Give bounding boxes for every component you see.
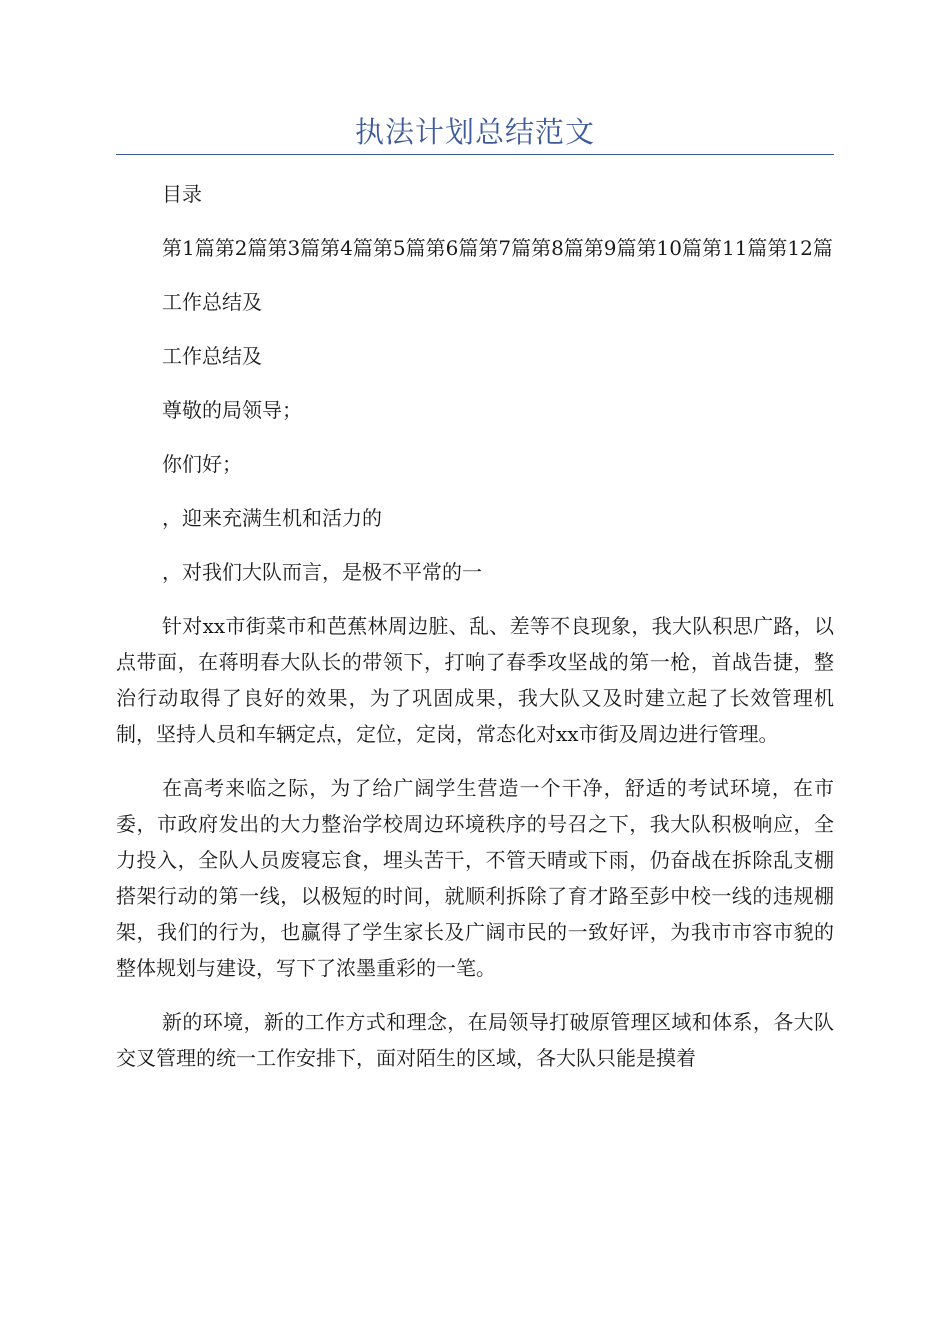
paragraph-salutation: 尊敬的局领导； [162,398,302,422]
paragraph-toc-heading: 目录 [162,182,202,206]
document-title: 执法计划总结范文 [354,115,595,149]
paragraph-toc-list: 第1篇第2篇第3篇第4篇第5篇第6篇第7篇第8篇第9篇第10篇第11篇第12篇 [162,236,833,260]
document-body [116,176,834,1076]
paragraph-intro-1: ，迎来充满生机和活力的 [162,506,382,530]
paragraph-intro-2: ，对我们大队而言，是极不平常的一 [162,560,482,584]
paragraph-subtitle-1: 工作总结及 [162,290,262,314]
paragraph-greeting: 你们好； [162,452,242,476]
paragraph-subtitle-2: 工作总结及 [162,344,262,368]
title-underline [116,154,834,155]
paragraph-body-2: 在高考来临之际，为了给广阔学生营造一个干净，舒适的考试环境，在市委，市政府发出的大力整治学校周边环境秩序的号召之下，我大队积极响应，全力投入，全队人员废寝忘食，埋头苦干，不管天晴或下雨，仍奋战在拆除乱支棚搭架行动的第一线，以极短的时间，就顺利拆除了育才路至彭中校一线的违规棚架，我们的行为，也赢得了学生家长及广阔市民的一致好评，为我市市容市貌的整体规划与建设，写下了浓墨重彩的一笔。 [116,776,834,980]
paragraph-body-1: 针对xx市街菜市和芭蕉林周边脏、乱、差等不良现象，我大队积思广路，以点带面，在蒋明春大队长的带领下，打响了春季攻坚战的第一枪，首战告捷，整治行动取得了良好的效果，为了巩固成果，我大队又及时建立起了长效管理机制，坚持人员和车辆定点，定位，定岗，常态化对xx市街及周边进行管理。 [116,614,834,746]
paragraph-body-3: 新的环境，新的工作方式和理念，在局领导打破原管理区域和体系，各大队交叉管理的统一工作安排下，面对陌生的区域，各大队只能是摸着 [116,1010,834,1070]
